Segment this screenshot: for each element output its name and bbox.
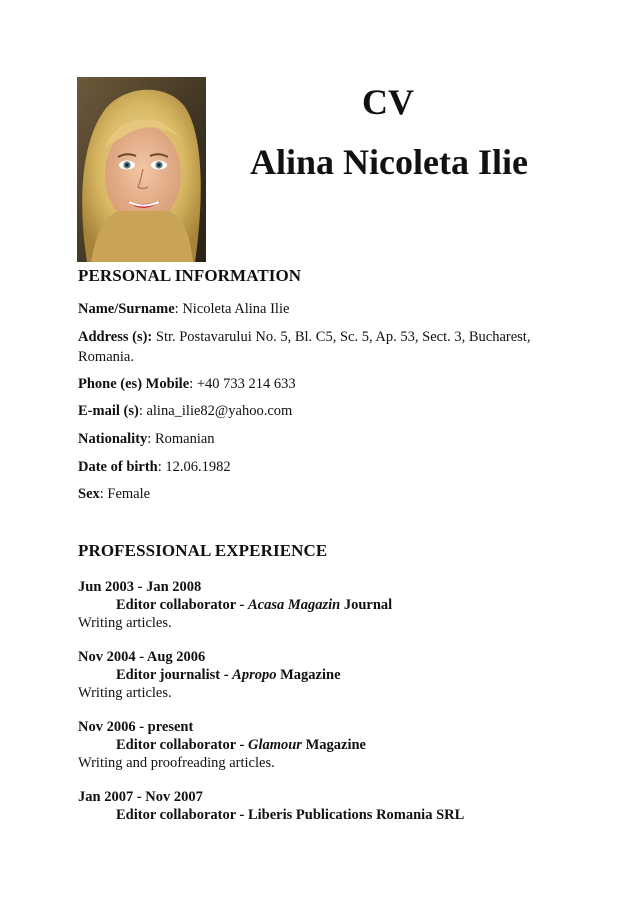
address-value: Str. Postavarului No. 5, Bl. C5, Sc. 5, Ap. 53, Sect. 3, Bucharest, Romania. xyxy=(78,329,531,365)
sex-label: Sex xyxy=(78,486,100,502)
job-publication: Apropo xyxy=(232,667,277,683)
address-label: Address (s): xyxy=(78,329,153,345)
phone-label: Phone (es) Mobile xyxy=(78,376,190,392)
nationality-label: Nationality xyxy=(78,431,148,447)
email-value: alina_ilie82@yahoo.com xyxy=(146,403,293,419)
sex-field: Sex: Female xyxy=(78,486,151,502)
job-title xyxy=(116,736,366,754)
job-role: Editor collaborator - Liberis Publications Romania SRL xyxy=(116,807,465,823)
date-of-birth-field: Date of birth: 12.06.1982 xyxy=(78,459,231,475)
personal-information-heading: PERSONAL INFORMATION xyxy=(78,266,302,285)
name-surname-value: Nicoleta Alina Ilie xyxy=(182,301,290,317)
date-of-birth-label: Date of birth xyxy=(78,459,158,475)
job-description: Writing and proofreading articles. xyxy=(78,755,275,771)
job-publication-type: Magazine xyxy=(301,737,366,753)
job-title xyxy=(116,596,392,614)
nationality-value: Romanian xyxy=(154,431,215,447)
cv-title: CV xyxy=(362,82,414,122)
job-publication: Glamour xyxy=(247,737,302,753)
job-role: Editor journalist - xyxy=(116,667,233,683)
job-publication: Acasa Magazin xyxy=(247,597,341,613)
email-label: E-mail (s) xyxy=(78,403,139,419)
job-dates: Jan 2007 - Nov 2007 xyxy=(78,789,203,805)
job-dates: Jun 2003 - Jan 2008 xyxy=(78,579,202,595)
sex-value: Female xyxy=(107,486,151,502)
date-of-birth-value: 12.06.1982 xyxy=(165,459,231,475)
candidate-name: Alina Nicoleta Ilie xyxy=(250,142,528,182)
job-role: Editor collaborator - xyxy=(116,597,248,613)
job-description: Writing articles. xyxy=(78,685,172,701)
professional-experience-heading: PROFESSIONAL EXPERIENCE xyxy=(78,541,328,560)
job-dates: Nov 2004 - Aug 2006 xyxy=(78,649,206,665)
job-role: Editor collaborator - xyxy=(116,737,248,753)
name-surname-label: Name/Surname xyxy=(78,301,175,317)
name-surname-field: Name/Surname: Nicoleta Alina Ilie xyxy=(78,301,290,317)
address-field xyxy=(78,327,558,367)
phone-value: +40 733 214 633 xyxy=(196,376,296,392)
job-title xyxy=(116,806,464,824)
email-field: E-mail (s): alina_ilie82@yahoo.com xyxy=(78,403,293,419)
nationality-field: Nationality: Romanian xyxy=(78,431,215,447)
profile-photo xyxy=(77,77,206,262)
phone-field: Phone (es) Mobile: +40 733 214 633 xyxy=(78,376,296,392)
job-dates: Nov 2006 - present xyxy=(78,719,194,735)
job-publication-type: Magazine xyxy=(276,667,341,683)
job-title xyxy=(116,666,341,684)
job-description: Writing articles. xyxy=(78,615,172,631)
job-publication-type: Journal xyxy=(340,597,393,613)
